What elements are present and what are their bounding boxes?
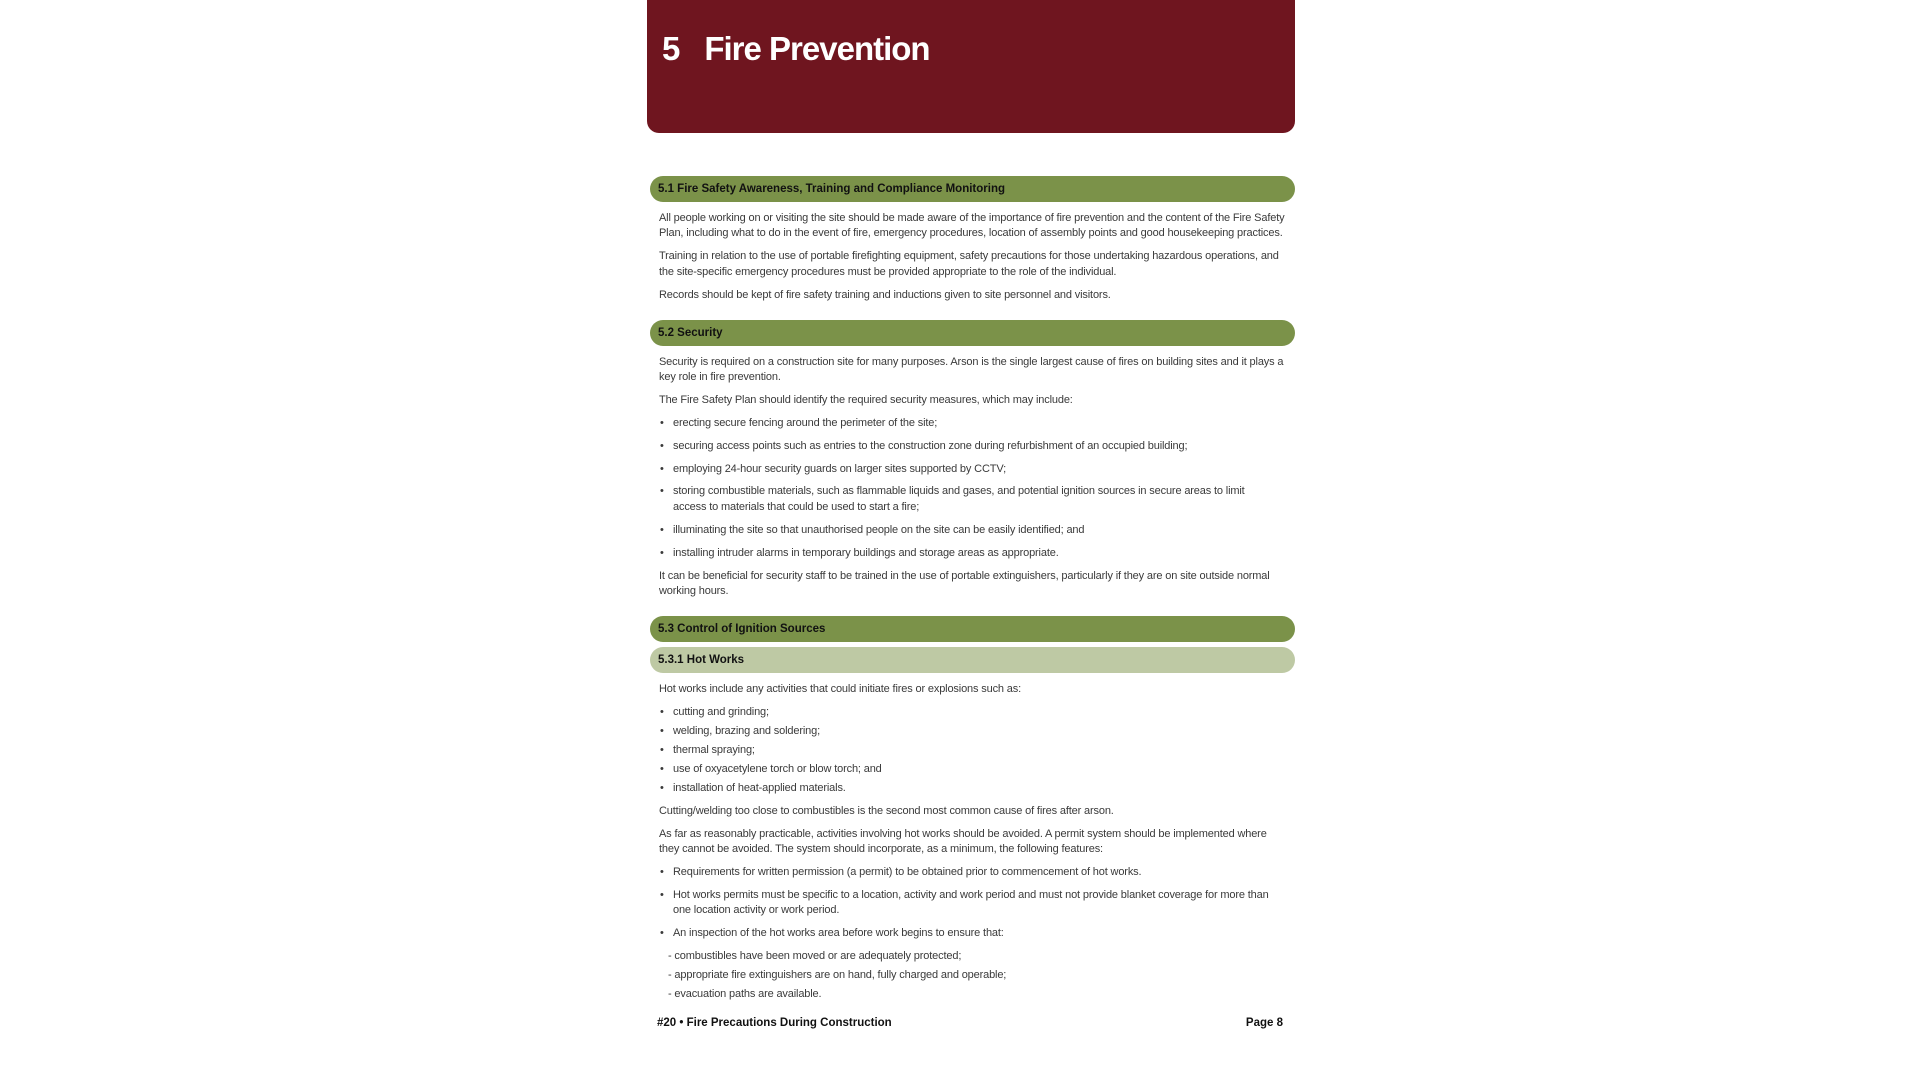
list-item: • welding, brazing and soldering; (659, 724, 1287, 739)
list-item: • storing combustible materials, such as flammable liquids and gases, and potential ignition sources in secure areas to limit access to materials that could be used to start a fire; (659, 484, 1287, 515)
chapter-title-text: Fire Prevention (704, 30, 930, 67)
document-page (643, 0, 1295, 1080)
chapter-title (662, 30, 930, 68)
section-body-5-3-1 (643, 673, 1295, 1015)
page-content (643, 176, 1295, 1015)
list-item: - combustibles have been moved or are adequately protected; (668, 950, 962, 963)
section-heading-5-1: 5.1 Fire Safety Awareness, Training and Compliance Monitoring (650, 176, 1295, 202)
section-body-5-2 (643, 346, 1295, 616)
list-item: • employing 24-hour security guards on larger sites supported by CCTV; (659, 462, 1287, 477)
list-item: • installing intruder alarms in temporary buildings and storage areas as appropriate. (659, 546, 1287, 561)
permit-system-features-list (659, 865, 1287, 942)
list-item: • illuminating the site so that unauthorised people on the site can be easily identified; and (659, 523, 1287, 538)
hot-works-activities-list (659, 705, 1287, 796)
list-item: • use of oxyacetylene torch or blow torch; and (659, 762, 1287, 777)
paragraph: As far as reasonably practicable, activities involving hot works should be avoided. A permit system should be implemented where they cannot be avoided. The system should incorporate, as a minimum, the following features: (659, 827, 1267, 856)
list-item: - appropriate fire extinguishers are on hand, fully charged and operable; (668, 969, 1007, 982)
paragraph: Cutting/welding too close to combustibles is the second most common cause of fires after arson. (659, 804, 1114, 817)
list-item: • installation of heat-applied materials. (659, 781, 1287, 796)
list-item: - evacuation paths are available. (668, 988, 822, 1001)
footer-document-title: #20 • Fire Precautions During Construction (657, 1017, 892, 1029)
list-item: • cutting and grinding; (659, 705, 1287, 720)
subsection-heading-5-3-1: 5.3.1 Hot Works (650, 647, 1295, 673)
paragraph: Records should be kept of fire safety training and inductions given to site personnel and visitors. (659, 288, 1111, 301)
list-item: • securing access points such as entries to the construction zone during refurbishment of an occupied building; (659, 439, 1287, 454)
paragraph: All people working on or visiting the site should be made aware of the importance of fire prevention and the content of the Fire Safety Plan, including what to do in the event of fire, emergency procedures, location of assembly points and good housekeeping practices. (659, 212, 1285, 240)
paragraph: Training in relation to the use of portable firefighting equipment, safety precautions for those undertaking hazardous operations, and the site-specific emergency procedures must be provided appropriate to the role of the individual. (659, 250, 1279, 278)
chapter-banner (647, 0, 1295, 133)
paragraph: Hot works include any activities that could initiate fires or explosions such as: (659, 682, 1022, 695)
list-item: • thermal spraying; (659, 743, 1287, 758)
page-footer (657, 1017, 1283, 1029)
paragraph: Security is required on a construction site for many purposes. Arson is the single largest cause of fires on building sites and it plays a key role in fire prevention. (659, 355, 1284, 383)
list-item: • Hot works permits must be specific to a location, activity and work period and must not provide blanket coverage for more than one location activity or work period. (659, 888, 1287, 919)
list-item: • erecting secure fencing around the perimeter of the site; (659, 416, 1287, 431)
list-item: • An inspection of the hot works area before work begins to ensure that: (659, 926, 1287, 941)
section-heading-5-3: 5.3 Control of Ignition Sources (650, 616, 1295, 642)
page-number: Page 8 (1245, 1017, 1283, 1029)
section-heading-5-2: 5.2 Security (650, 320, 1295, 346)
paragraph: The Fire Safety Plan should identify the required security measures, which may include: (659, 393, 1073, 406)
security-measures-list (659, 416, 1287, 561)
section-body-5-1 (643, 202, 1295, 320)
paragraph: It can be beneficial for security staff to be trained in the use of portable extinguishers, particularly if they are on site outside normal working hours. (659, 569, 1270, 597)
list-item: • Requirements for written permission (a permit) to be obtained prior to commencement of hot works. (659, 865, 1287, 880)
inspection-checklist (659, 949, 1287, 1002)
chapter-number: 5 (662, 30, 680, 67)
